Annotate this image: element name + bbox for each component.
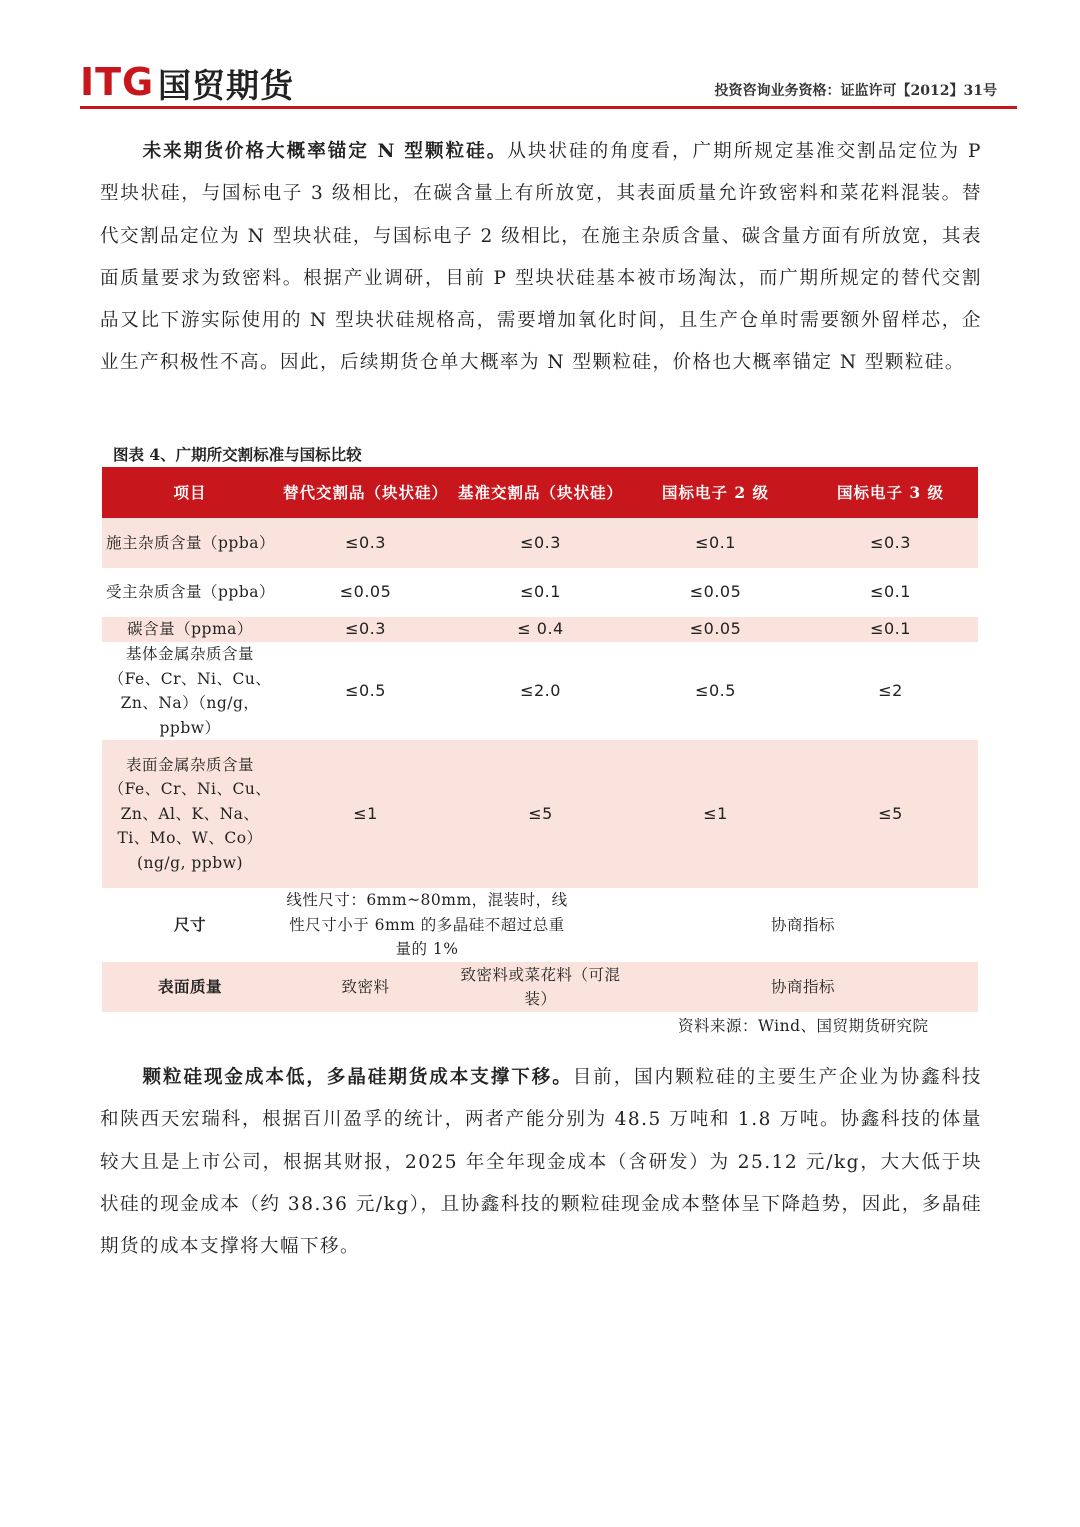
cell-value: ≤5 (803, 740, 978, 888)
row-item: 碳含量（ppma） (102, 617, 278, 642)
paragraph-body: 从块状硅的角度看，广期所规定基准交割品定位为 P 型块状硅，与国标电子 3 级相比，在碳含量上有所放宽，其表面质量允许致密料和菜花料混装。替代交割品定位为 N 型块状硅，与国标电子 2 级相比，在施主杂质含量、碳含量方面有所放宽，其表面质量要求为致密料。根据产业调研，目前 P 型块状硅基本被市场淘汰，而广期所规定的替代交割品又比下游实际使用的 N 型块状硅规格高，需要增加氧化时间，且生产仓单时需要额外留样芯，企业生产积极性不高。因此，后续期货仓单大概率为 N 型颗粒硅，价格也大概率锚定 N 型颗粒硅。 (100, 141, 982, 374)
header-benchmark: 基准交割品（块状硅） (453, 467, 628, 518)
delivery-standard-table (102, 467, 978, 1012)
cell-value: ≤0.3 (278, 518, 453, 568)
cell-value: ≤0.5 (695, 680, 736, 700)
cell-value: ≤0.1 (520, 582, 561, 602)
logo-company-name: 国贸期货 (158, 66, 294, 105)
cell-value: ≤0.3 (278, 617, 453, 642)
table-source: 资料来源：Wind、国贸期货研究院 (678, 1017, 929, 1035)
cell-value: ≤0.05 (689, 582, 742, 602)
surface-national-spec: 协商指标 (628, 962, 978, 1012)
paragraph-body: 目前，国内颗粒硅的主要生产企业为协鑫科技和陕西天宏瑞科，根据百川盈孚的统计，两者产能分别为 48.5 万吨和 1.8 万吨。协鑫科技的体量较大且是上市公司，根据其财报，2025 年全年现金成本（含研发）为 25.12 元/kg，大大低于块状硅的现金成本（约 38.36 元/kg），且协鑫科技的颗粒硅现金成本整体呈下降趋势，因此，多晶硅期货的成本支撑将大幅下移。 (100, 1067, 982, 1258)
header-item: 项目 (102, 467, 278, 518)
cell-value: ≤1 (278, 740, 453, 888)
cell-value: ≤0.1 (803, 617, 978, 642)
table-header-row (102, 467, 978, 518)
paragraph-granular-cost (100, 1057, 982, 1268)
cell-value: ≤0.5 (345, 680, 386, 700)
table-row (102, 617, 978, 642)
row-item: 表面金属杂质含量（Fe、Cr、Ni、Cu、Zn、Al、K、Na、Ti、Mo、W、Co）(ng/g, ppbw) (102, 740, 278, 888)
row-item: 施主杂质含量（ppba） (102, 518, 278, 568)
header-national-3: 国标电子 3 级 (803, 467, 978, 518)
license-text: 投资咨询业务资格：证监许可【2012】31号 (714, 83, 997, 99)
paragraph-lead: 未来期货价格大概率锚定 N 型颗粒硅。 (142, 141, 508, 162)
cell-value: ≤5 (453, 740, 628, 888)
table-row (102, 518, 978, 568)
row-item: 受主杂质含量（ppba） (106, 583, 276, 602)
paragraph-lead: 颗粒硅现金成本低，多晶硅期货成本支撑下移。 (142, 1067, 573, 1088)
cell-value: ≤ 0.4 (453, 617, 628, 642)
logo-brand: ITG (80, 60, 155, 104)
header-national-2: 国标电子 2 级 (628, 467, 803, 518)
table-row (102, 642, 978, 740)
cell-value: ≤0.05 (339, 582, 392, 602)
table-row (102, 568, 978, 617)
size-delivery-spec: 线性尺寸：6mm~80mm，混装时，线性尺寸小于 6mm 的多晶硅不超过总重量的 1% (286, 891, 568, 959)
header-substitute: 替代交割品（块状硅） (278, 467, 453, 518)
cell-value: ≤0.05 (628, 617, 803, 642)
cell-value: ≤1 (628, 740, 803, 888)
table-row (102, 740, 978, 888)
table-caption: 图表 4、广期所交割标准与国标比较 (113, 445, 362, 464)
cell-value: ≤0.3 (453, 518, 628, 568)
cell-value: ≤0.1 (870, 582, 911, 602)
page-header (80, 58, 1015, 108)
cell-value: 致密料或菜花料（可混装） (453, 962, 628, 1012)
cell-value: ≤0.3 (803, 518, 978, 568)
paragraph-futures-anchor (100, 131, 982, 385)
cell-value: ≤2.0 (520, 680, 561, 700)
row-item: 基体金属杂质含量（Fe、Cr、Ni、Cu、Zn、Na）（ng/g，ppbw） (108, 645, 272, 737)
cell-value: 致密料 (278, 962, 453, 1012)
table-row-surface (102, 962, 978, 1012)
row-item: 表面质量 (102, 962, 278, 1012)
size-national-spec: 协商指标 (770, 915, 835, 934)
cell-value: ≤2 (878, 680, 903, 700)
header-divider (80, 106, 1017, 109)
cell-value: ≤0.1 (628, 518, 803, 568)
table-row-size (102, 888, 978, 962)
row-item: 尺寸 (173, 914, 206, 934)
